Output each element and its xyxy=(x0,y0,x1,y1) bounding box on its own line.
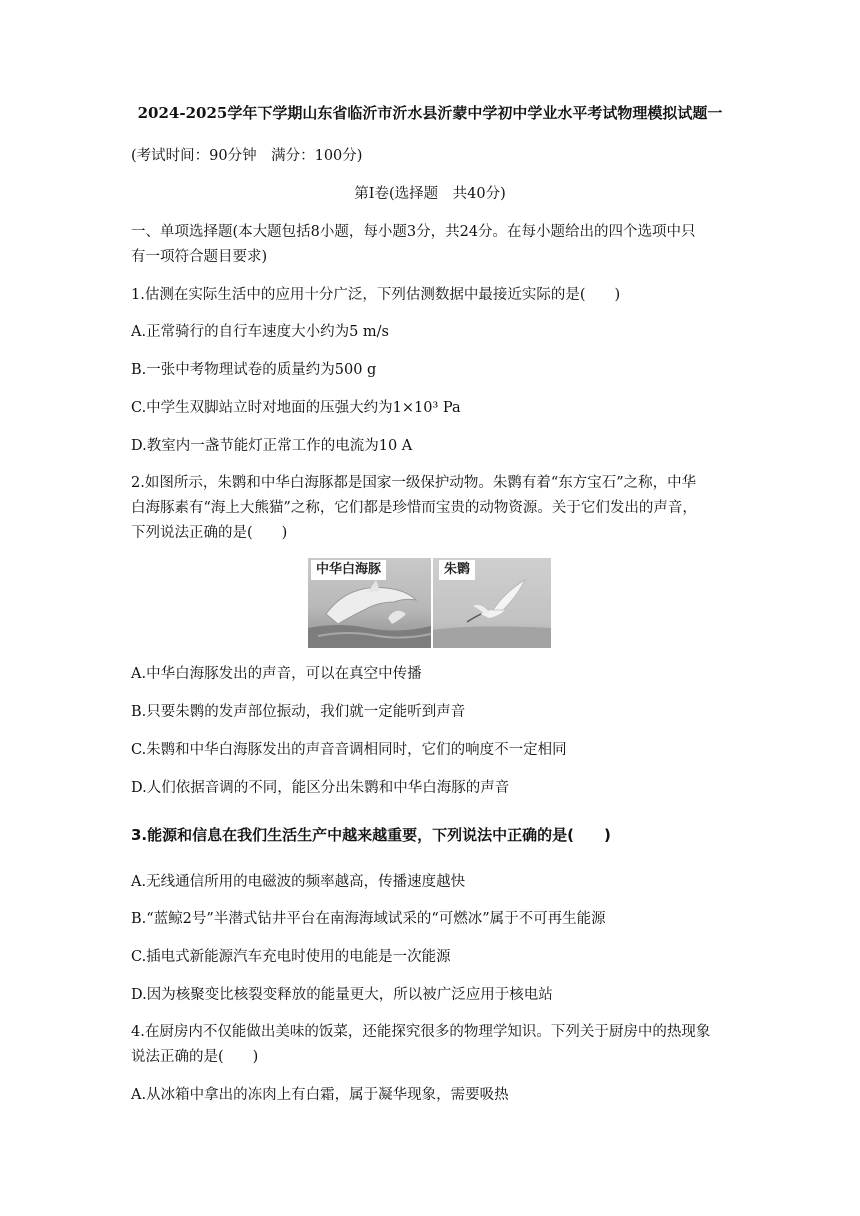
part-one-heading-line2: 有一项符合题目要求) xyxy=(131,249,268,265)
question-1-option-c: C.中学生双脚站立时对地面的压强大约为1×10³ Pa xyxy=(131,400,461,416)
question-4-stem-line1: 4.在厨房内不仅能做出美味的饭菜，还能探究很多的物理学知识。下列关于厨房中的热现象 xyxy=(131,1024,711,1040)
section-title: 第Ⅰ卷(选择题 共40分) xyxy=(354,186,506,202)
exam-title: 2024-2025学年下学期山东省临沂市沂水县沂蒙中学初中学业水平考试物理模拟试题一 xyxy=(137,104,723,122)
question-1-stem: 1.估测在实际生活中的应用十分广泛，下列估测数据中最接近实际的是( ) xyxy=(131,287,621,303)
question-4-stem-line2: 说法正确的是( ) xyxy=(131,1049,259,1065)
dolphin-photo xyxy=(308,558,431,648)
exam-info: (考试时间：90分钟 满分：100分) xyxy=(131,148,363,164)
question-2-option-b: B.只要朱鹮的发声部位振动，我们就一定能听到声音 xyxy=(131,704,466,720)
question-3-option-c: C.插电式新能源汽车充电时使用的电能是一次能源 xyxy=(131,949,451,965)
question-2-option-a: A.中华白海豚发出的声音，可以在真空中传播 xyxy=(131,666,422,682)
question-3-option-b: B.“蓝鲸2号”半潜式钻井平台在南海海域试采的“可燃冰”属于不可再生能源 xyxy=(131,911,606,927)
question-1-option-a: A.正常骑行的自行车速度大小约为5 m/s xyxy=(131,324,389,340)
dolphin-label: 中华白海豚 xyxy=(311,560,386,580)
ibis-photo xyxy=(433,558,551,648)
question-2-option-c: C.朱鹮和中华白海豚发出的声音音调相同时，它们的响度不一定相同 xyxy=(131,742,567,758)
question-2-figure xyxy=(308,558,551,648)
part-one-heading-line1: 一、单项选择题(本大题包括8小题，每小题3分，共24分。在每小题给出的四个选项中只 xyxy=(131,224,696,240)
question-3-stem: 3.能源和信息在我们生活生产中越来越重要，下列说法中正确的是( ) xyxy=(131,826,611,844)
question-1-option-b: B.一张中考物理试卷的质量约为500 g xyxy=(131,362,377,378)
question-3-option-a: A.无线通信所用的电磁波的频率越高，传播速度越快 xyxy=(131,874,466,890)
question-2-stem-line1: 2.如图所示，朱鹮和中华白海豚都是国家一级保护动物。朱鹮有着“东方宝石”之称，中华 xyxy=(131,475,697,491)
question-2-stem-line2: 白海豚素有“海上大熊猫”之称，它们都是珍惜而宝贵的动物资源。关于它们发出的声音， xyxy=(131,500,697,516)
question-1-option-d: D.教室内一盏节能灯正常工作的电流为10 A xyxy=(131,438,413,454)
question-2-option-d: D.人们依据音调的不同，能区分出朱鹮和中华白海豚的声音 xyxy=(131,780,510,796)
question-3-option-d: D.因为核聚变比核裂变释放的能量更大，所以被广泛应用于核电站 xyxy=(131,987,553,1003)
ibis-label: 朱鹮 xyxy=(439,560,475,580)
question-2-stem-line3: 下列说法正确的是( ) xyxy=(131,525,288,541)
question-4-option-a: A.从冰箱中拿出的冻肉上有白霜，属于凝华现象，需要吸热 xyxy=(131,1087,509,1103)
